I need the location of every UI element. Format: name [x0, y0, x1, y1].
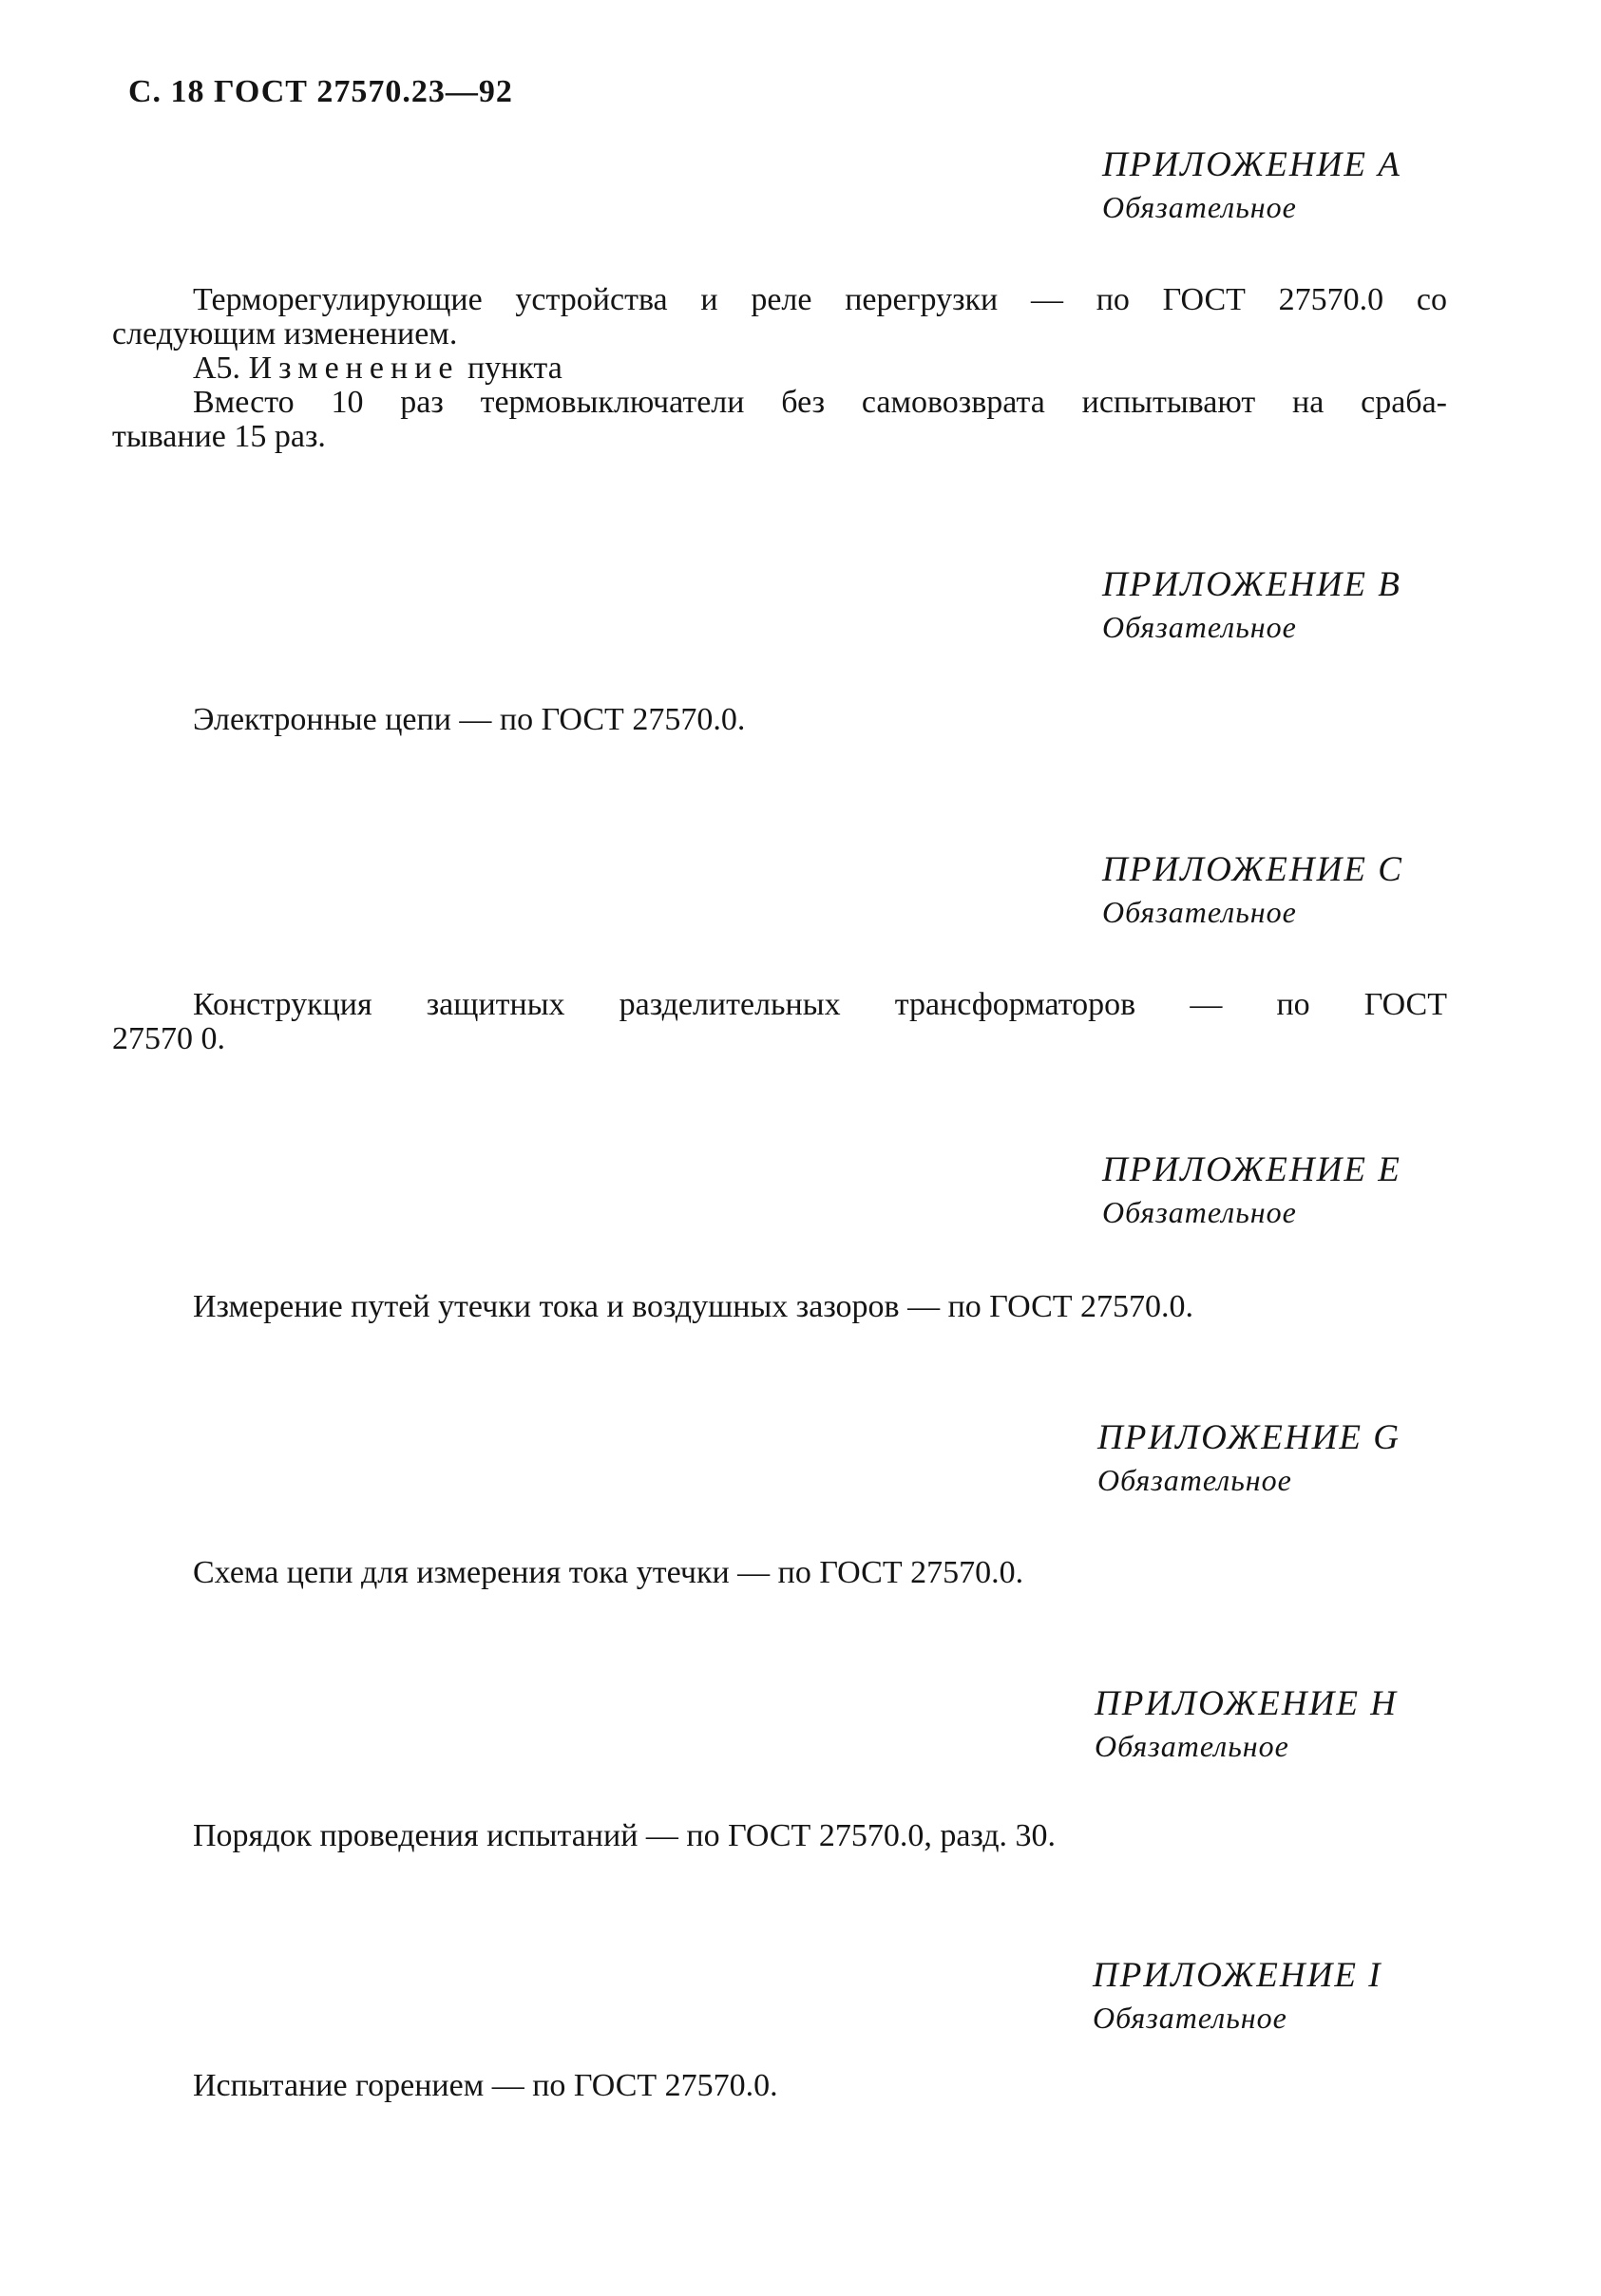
- appendix-c-status: Обязательное: [1102, 895, 1297, 929]
- appendix-g-text: Схема цепи для измерения тока утечки — по ГОСТ 27570.0.: [193, 1555, 1024, 1590]
- appendix-b-text: Электронные цепи — по ГОСТ 27570.0.: [193, 702, 746, 737]
- appendix-g-heading: [1097, 1417, 1601, 1501]
- appendix-a-line-5: тывание 15 раз.: [112, 419, 326, 454]
- appendix-h-title: ПРИЛОЖЕНИЕ Н: [1095, 1684, 1398, 1723]
- appendix-h-heading: [1095, 1683, 1601, 1767]
- appendix-a-item-spaced: Изменение: [248, 351, 460, 386]
- appendix-c-heading: [1102, 849, 1601, 933]
- appendix-g-title: ПРИЛОЖЕНИЕ G: [1097, 1418, 1401, 1457]
- appendix-a-line-4: Вместо 10 раз термовыключатели без самовозврата испытывают на сраба-: [193, 385, 1447, 420]
- appendix-b-heading: [1102, 564, 1601, 648]
- appendix-c-line-1: Конструкция защитных разделительных трансформаторов — по ГОСТ: [193, 987, 1447, 1022]
- appendix-a-line-1: Терморегулирующие устройства и реле перегрузки — по ГОСТ 27570.0 со: [193, 282, 1447, 317]
- appendix-e-heading: [1102, 1149, 1601, 1233]
- appendix-b-title: ПРИЛОЖЕНИЕ В: [1102, 565, 1401, 604]
- appendix-a-heading: [1102, 144, 1601, 228]
- appendix-a-item-heading: [112, 351, 1447, 386]
- appendix-c-body: [112, 988, 1447, 1056]
- appendix-c-line-2: 27570 0.: [112, 1021, 225, 1056]
- appendix-i-text: Испытание горением — по ГОСТ 27570.0.: [193, 2068, 778, 2103]
- appendix-i-title: ПРИЛОЖЕНИЕ I: [1093, 1956, 1382, 1995]
- appendix-e-status: Обязательное: [1102, 1195, 1297, 1229]
- appendix-h-text: Порядок проведения испытаний — по ГОСТ 27570.0, разд. 30.: [193, 1818, 1057, 1853]
- appendix-e-text: Измерение путей утечки тока и воздушных зазоров — по ГОСТ 27570.0.: [193, 1289, 1194, 1324]
- appendix-i-status: Обязательное: [1093, 2001, 1287, 2035]
- appendix-c-title: ПРИЛОЖЕНИЕ С: [1102, 850, 1403, 889]
- appendix-a-title: ПРИЛОЖЕНИЕ А: [1102, 145, 1401, 184]
- appendix-a-body: [112, 283, 1447, 454]
- appendix-b-status: Обязательное: [1102, 610, 1297, 644]
- appendix-g-status: Обязательное: [1097, 1463, 1292, 1497]
- appendix-i-heading: [1093, 1955, 1601, 2039]
- page-header: С. 18 ГОСТ 27570.23—92: [128, 74, 513, 109]
- appendix-e-title: ПРИЛОЖЕНИЕ Е: [1102, 1150, 1401, 1189]
- appendix-h-status: Обязательное: [1095, 1729, 1289, 1763]
- appendix-a-status: Обязательное: [1102, 190, 1297, 224]
- appendix-a-item-rest: пункта: [467, 351, 562, 386]
- appendix-a-item-number: А5.: [193, 351, 241, 386]
- appendix-a-line-2: следующим изменением.: [112, 316, 458, 351]
